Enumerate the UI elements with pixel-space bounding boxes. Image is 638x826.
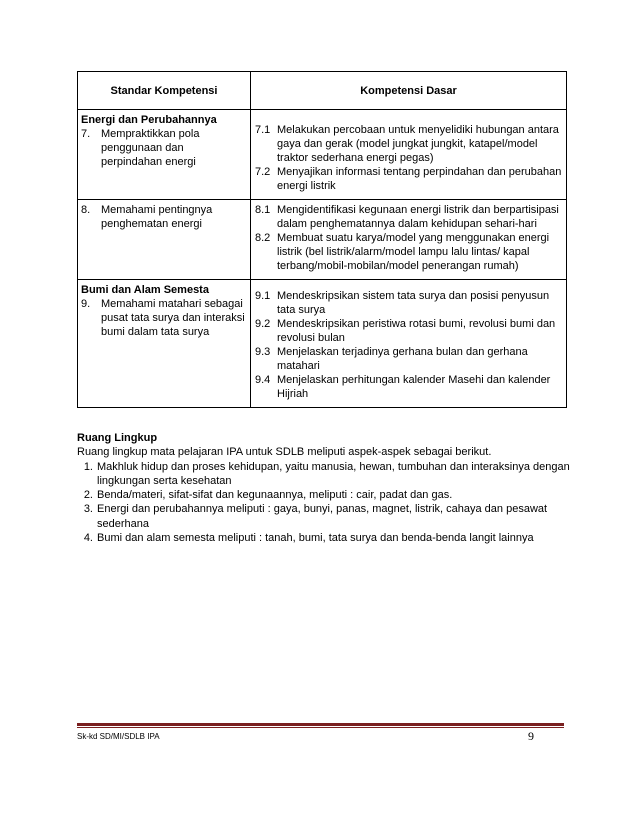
sk-number: 9. — [81, 298, 91, 310]
kd-item — [255, 345, 566, 373]
kd-cell — [251, 110, 567, 200]
kd-item — [255, 165, 566, 193]
list-item — [77, 488, 577, 502]
kd-text: Melakukan percobaan untuk menyelidiki hubungan antara gaya dan gerak (model jungkat jungkit, katapel/model traktor sederhana energi pegas) — [277, 124, 559, 164]
sk-cell — [78, 110, 251, 200]
section-title: Ruang Lingkup — [77, 432, 158, 444]
kd-number: 9.1 — [255, 290, 271, 302]
sk-item — [81, 127, 247, 169]
sk-text: Mempraktikkan pola penggunaan dan perpindahan energi — [101, 128, 200, 168]
kd-number: 9.2 — [255, 318, 271, 330]
table-row — [78, 280, 567, 408]
sk-item — [81, 297, 247, 339]
kd-text: Mendeskripsikan peristiwa rotasi bumi, revolusi bumi dan revolusi bulan — [277, 318, 556, 344]
sk-number: 7. — [81, 128, 91, 140]
header-standar-kompetensi: Standar Kompetensi — [78, 72, 251, 110]
kd-number: 8.1 — [255, 204, 271, 216]
kd-item — [255, 231, 566, 273]
kd-item — [255, 317, 566, 345]
list-number: 3. — [83, 503, 93, 516]
kd-cell — [251, 280, 567, 408]
page-number: 9 — [528, 729, 534, 743]
kd-text: Membuat suatu karya/model yang menggunakan energi listrik (bel listrik/alarm/model lampu lalu lintas/ kapal terbang/mobil-mobilan/model penerangan rumah) — [277, 232, 550, 272]
table-header-row — [78, 72, 567, 110]
footer-rule — [77, 723, 564, 726]
list-number: 1. — [83, 460, 93, 473]
kd-item — [255, 373, 566, 401]
sk-text: Memahami matahari sebagai pusat tata surya dan interaksi bumi dalam tata surya — [101, 298, 245, 338]
list-item — [77, 460, 577, 489]
table-row — [78, 110, 567, 200]
kd-text: Menjelaskan terjadinya gerhana bulan dan gerhana matahari — [277, 346, 528, 372]
kd-text: Mendeskripsikan sistem tata surya dan posisi penyusun tata surya — [277, 290, 550, 316]
kd-number: 7.1 — [255, 124, 271, 136]
section-intro: Ruang lingkup mata pelajaran IPA untuk SDLB meliputi aspek-aspek sebagai berikut. — [77, 446, 492, 459]
kd-item — [255, 123, 566, 165]
ruang-lingkup-section — [77, 431, 577, 545]
kd-text: Menjelaskan perhitungan kalender Masehi dan kalender Hijriah — [277, 374, 551, 400]
kd-text: Menyajikan informasi tentang perpindahan dan perubahan energi listrik — [277, 166, 562, 192]
kd-number: 7.2 — [255, 166, 271, 178]
list-text: Energi dan perubahannya meliputi : gaya, bunyi, panas, magnet, listrik, cahaya dan pesawat sederhana — [97, 503, 548, 530]
footer-rule-thin — [77, 727, 564, 728]
sk-item — [81, 203, 247, 231]
kd-item — [255, 289, 566, 317]
sk-number: 8. — [81, 204, 91, 216]
list-number: 2. — [83, 489, 93, 502]
kd-number: 9.4 — [255, 374, 271, 386]
table-row — [78, 200, 567, 280]
list-text: Makhluk hidup dan proses kehidupan, yaitu manusia, hewan, tumbuhan dan interaksinya dengan lingkungan serta kesehatan — [97, 460, 570, 487]
list-item — [77, 502, 577, 531]
kompetensi-table — [77, 71, 567, 408]
footer-document-label: Sk-kd SD/MI/SDLB IPA — [77, 732, 160, 741]
kd-cell — [251, 200, 567, 280]
kd-text: Mengidentifikasi kegunaan energi listrik dan berpartisipasi dalam penghematannya dalam kehidupan sehari-hari — [277, 204, 559, 230]
sk-text: Memahami pentingnya penghematan energi — [101, 204, 213, 230]
kd-item — [255, 203, 566, 231]
list-text: Bumi dan alam semesta meliputi : tanah, bumi, tata surya dan benda-benda langit lainnya — [97, 532, 534, 545]
kd-number: 9.3 — [255, 346, 271, 358]
list-text: Benda/materi, sifat-sifat dan kegunaannya, meliputi : cair, padat dan gas. — [97, 489, 453, 502]
sk-cell — [78, 280, 251, 408]
kd-number: 8.2 — [255, 232, 271, 244]
group-title: Bumi dan Alam Semesta — [81, 284, 209, 296]
list-number: 4. — [83, 532, 93, 545]
header-kompetensi-dasar: Kompetensi Dasar — [251, 72, 567, 110]
list-item — [77, 531, 577, 545]
sk-cell — [78, 200, 251, 280]
group-title: Energi dan Perubahannya — [81, 114, 217, 126]
